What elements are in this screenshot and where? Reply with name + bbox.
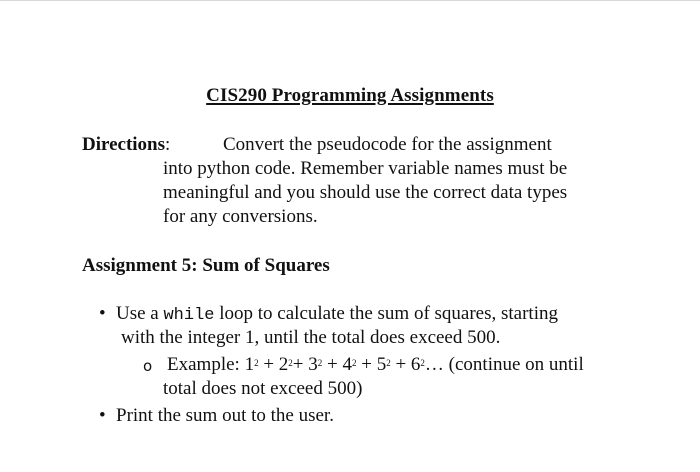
example-term-base: 6 <box>410 354 421 375</box>
directions-line-1: Convert the pseudocode for the assignment <box>223 134 552 155</box>
directions-text <box>163 157 633 229</box>
example-term-exponent: 2 <box>254 358 259 368</box>
directions-colon: : <box>165 134 171 155</box>
bullet-marker: • <box>99 405 106 426</box>
example-term-base: 2 <box>278 354 289 375</box>
directions-line-3: meaningful and you should use the correct data types <box>163 182 568 203</box>
example-prefix: Example: <box>167 354 245 375</box>
example-term-base: 1 <box>244 354 255 375</box>
example-term-exponent: 2 <box>351 358 357 368</box>
example-term-separator: + <box>390 354 411 375</box>
inline-code-while: while <box>163 306 215 325</box>
page-title: CIS290 Programming Assignments <box>206 85 494 106</box>
bullet-text-before-code: Use a <box>116 303 164 324</box>
directions-line-2: into python code. Remember variable names must be <box>163 158 568 179</box>
example-term-separator: + <box>322 354 343 375</box>
example-terms <box>245 354 425 375</box>
example-continuation: total does not exceed 500) <box>163 378 363 399</box>
example-term-exponent: 2 <box>420 358 425 368</box>
example-term-exponent: 2 <box>317 358 323 368</box>
example-suffix: … (continue on until <box>424 354 584 375</box>
example-term-exponent: 2 <box>288 358 293 368</box>
example-term-exponent: 2 <box>386 358 391 368</box>
bullet-continuation: with the integer 1, until the total does exceed 500. <box>121 327 501 348</box>
top-divider <box>0 0 700 1</box>
bullet-text: Print the sum out to the user. <box>116 405 334 426</box>
example-term-base: 3 <box>308 354 318 375</box>
directions-line-4: for any conversions. <box>163 206 318 227</box>
bullet-marker: • <box>99 303 106 324</box>
example-term-separator: + <box>356 354 377 375</box>
directions-label <box>82 133 170 157</box>
bullet-text-after-code: loop to calculate the sum of squares, starting <box>214 303 558 324</box>
example-term-base: 5 <box>376 354 387 375</box>
sub-bullet-marker: o <box>143 357 153 375</box>
bullet-text <box>116 302 558 328</box>
example-term-separator: + <box>258 354 279 375</box>
example-term-base: 4 <box>342 354 352 375</box>
directions-label-text: Directions <box>82 134 166 155</box>
example-text <box>167 353 584 377</box>
example-term-separator: + <box>292 354 309 375</box>
assignment-heading: Assignment 5: Sum of Squares <box>82 255 330 276</box>
